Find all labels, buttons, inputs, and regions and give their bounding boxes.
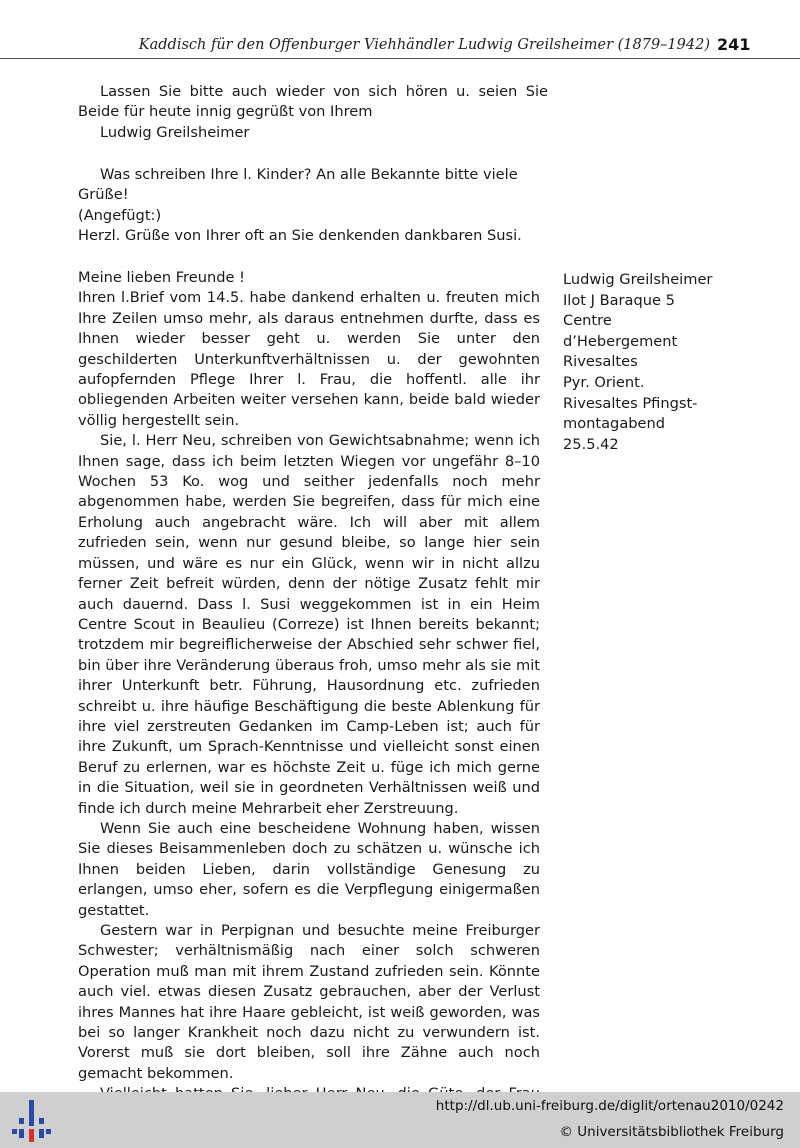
letter-paragraph: Wenn Sie auch eine bescheidene Wohnung haben, wissen Sie dieses Beisammenleben doch zu schätzen u. wünsche ich Ihnen beiden Lieben, darin vollständige Genesung zu erlangen, umso eher, sofern es die Verpflegung einigermaßen gestattet. xyxy=(78,819,540,919)
letter-salutation: Meine lieben Freunde ! xyxy=(78,269,245,286)
letter-body xyxy=(78,268,540,1145)
address-line: Pyr. Orient. xyxy=(563,373,645,391)
letter-paragraph: Ihren l.Brief vom 14.5. habe dankend erhalten u. freuten mich Ihre Zeilen umso mehr, als daraus entnehmen durfte, dass es Ihnen wieder besser geht u. werden Sie unter den geschilderten Unterkunftverhältnissen u. der gewohnten aufopfernden Pflege Ihrer l. Frau, die hoffentl. alle ihr obliegenden Arbeiten weiter versehen kann, beide bald wieder völlig hergestellt sein. xyxy=(78,289,540,429)
address-line: d’Hebergement xyxy=(563,332,678,350)
closing-text: Lassen Sie bitte auch wieder von sich hören u. seien Sie Beide für heute innig gegrüßt von Ihrem xyxy=(78,83,548,121)
address-line: Rivesaltes Pfingst- xyxy=(563,394,698,412)
page-number: 241 xyxy=(717,35,751,54)
postscript-greeting: Herzl. Grüße von Ihrer oft an Sie denkenden dankbaren Susi. xyxy=(78,227,522,245)
postscript-line: Was schreiben Ihre l. Kinder? An alle Bekannte bitte viele Grüße! xyxy=(78,166,518,204)
letter-closing xyxy=(78,82,548,143)
address-line: Centre xyxy=(563,312,612,330)
source-url-link[interactable]: http://dl.ub.uni-freiburg.de/diglit/ortenau2010/0242 xyxy=(435,1098,784,1114)
running-header xyxy=(0,0,800,60)
library-logo-icon xyxy=(10,1098,54,1144)
address-line: Rivesaltes xyxy=(563,353,638,371)
letter-paragraph: Sie, l. Herr Neu, schreiben von Gewichtsabnahme; wenn ich Ihnen sage, dass ich beim letzten Wiegen vor ungefähr 8–10 Wochen 53 Ko. wog und seither jedenfalls noch mehr abgenommen habe, werden Sie begreifen, dass für mich eine Erholung auch angebracht wäre. Ich will aber mit allem zufrieden sein, wenn nur gesund bleibe, so lange hier sein müssen, und wäre es nur ein Glück, wenn wir in nicht allzu ferner Zeit befreit würden, denn der nötige Zusatz fehlt mir auch dauernd. Dass l. Susi weggekommen ist in ein Heim Centre Scout in Beaulieu (Correze) ist Ihnen bereits bekannt; trotzdem mir begreiflicherweise der Abschied sehr schwer fiel, bin über ihre Veränderung überaus froh, umso mehr als sie mit ihrer Unterkunft betr. Führung, Hausordnung etc. zufrieden schreibt u. ihre häufige Beschäftigung die beste Ablenkung für ihre viel zerstreuten Gedanken im Camp-Leben ist; auch für ihre Zukunft, um Sprach-Kenntnisse und vielleicht sonst einen Beruf zu erlernen, war es höchste Zeit u. füge ich mich gerne in die Situation, weil sie in geordneten Verhältnissen weiß und finde ich durch meine Mehrarbeit eher Zerstreuung. xyxy=(78,432,540,817)
address-line: Ludwig Greilsheimer xyxy=(563,271,713,288)
running-title: Kaddisch für den Offenburger Viehhändler Ludwig Greilsheimer (1879–1942) xyxy=(138,37,710,53)
letter-paragraph: Gestern war in Perpignan und besuchte meine Freiburger Schwester; verhältnismäßig nach einer solch schweren Operation muß man mit ihrem Zustand zufrieden sein. Könnte auch viel. etwas diesen Zusatz gebrauchen, aber der Verlust ihres Mannes hat ihre Haare gebleicht, ist weiß geworden, was bei so langer Krankheit noch dazu nicht zu verwundern ist. Vorerst muß sie dort bleiben, soll ihre Zähne auch noch gemacht bekommen. xyxy=(78,922,540,1082)
address-line: 25.5.42 xyxy=(563,435,619,453)
copyright-notice: © Universitätsbibliothek Freiburg xyxy=(559,1124,784,1140)
address-line: Ilot J Baraque 5 xyxy=(563,291,675,309)
postscript xyxy=(78,165,548,247)
address-line: montagabend xyxy=(563,415,666,433)
closing-signature: Ludwig Greilsheimer xyxy=(100,123,250,141)
header-rule xyxy=(0,58,800,59)
postscript-note: (Angefügt:) xyxy=(78,206,162,224)
sender-address xyxy=(563,270,763,455)
